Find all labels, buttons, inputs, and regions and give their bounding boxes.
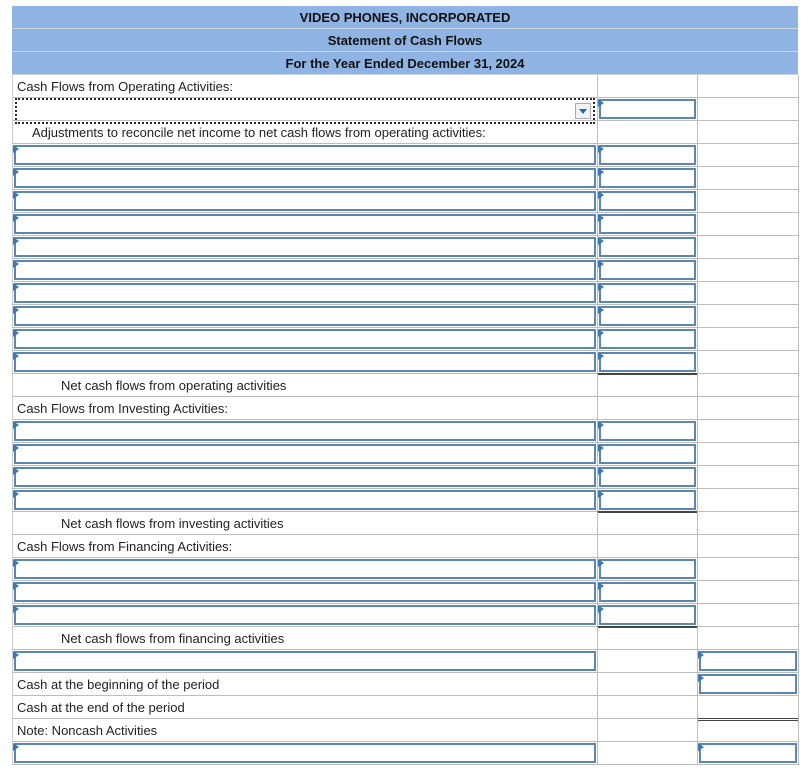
row-marker-icon	[13, 168, 19, 176]
investing-row-amount-input[interactable]	[599, 490, 696, 510]
investing-row-amount-input[interactable]	[599, 444, 696, 464]
net-investing-row-amount-cell	[597, 512, 697, 535]
operating-adjustment-row-amount-input[interactable]	[599, 352, 696, 372]
operating-adjustment-row-description-cell	[12, 167, 597, 190]
operating-adjustment-row-description-cell	[12, 328, 597, 351]
operating-adjustment-row	[12, 305, 798, 328]
operating-adjustment-row	[12, 213, 798, 236]
row-marker-icon	[13, 605, 19, 613]
operating-adjustment-row-description-input[interactable]	[14, 145, 596, 165]
row-marker-icon	[598, 191, 604, 199]
noncash-row-total-input[interactable]	[699, 743, 797, 763]
net-operating-row-amount-cell	[597, 374, 697, 397]
operating-adjustment-row-description-input[interactable]	[14, 306, 596, 326]
operating-adjustment-row-amount-input[interactable]	[599, 283, 696, 303]
financing-row-description-input[interactable]	[14, 605, 596, 625]
operating-adjustment-row-amount-input[interactable]	[599, 306, 696, 326]
row-marker-icon	[698, 651, 704, 659]
financing-row-amount-cell	[597, 581, 697, 604]
financing-row-amount-input[interactable]	[599, 605, 696, 625]
operating-adjustment-row-amount-input[interactable]	[599, 260, 696, 280]
operating-adjustment-row-amount-cell	[597, 328, 697, 351]
net-investing-row-total-cell	[697, 512, 799, 535]
financing-header-row-total-cell	[697, 535, 799, 558]
investing-row-description-cell	[12, 489, 597, 512]
cash-beginning-row-total-cell	[697, 673, 799, 696]
operating-adjustment-row-description-input[interactable]	[14, 191, 596, 211]
operating-adjustment-row-amount-cell	[597, 213, 697, 236]
investing-row-amount-input[interactable]	[599, 467, 696, 487]
investing-row-description-cell	[12, 443, 597, 466]
row-marker-icon	[13, 444, 19, 452]
operating-adjustment-row-description-cell	[12, 351, 597, 374]
operating-adjustment-row-amount-cell	[597, 167, 697, 190]
adjustments-header-row-total-cell	[697, 121, 799, 144]
row-marker-icon	[598, 214, 604, 222]
cash-end-row-label-cell	[12, 696, 597, 719]
adjustments-header-row-amount-cell	[597, 121, 697, 144]
financing-row-description-cell	[12, 581, 597, 604]
financing-header-row-label: Cash Flows from Financing Activities:	[17, 539, 233, 554]
net-change-row-total-input[interactable]	[699, 651, 797, 671]
chevron-down-icon	[579, 109, 587, 114]
row-marker-icon	[13, 306, 19, 314]
row-marker-icon	[598, 467, 604, 475]
financing-row-amount-input[interactable]	[599, 559, 696, 579]
operating-adjustment-row-description-cell	[12, 236, 597, 259]
investing-row-total-cell	[697, 489, 799, 512]
noncash-row	[12, 742, 798, 765]
cash-beginning-row-label-cell	[12, 673, 597, 696]
row-marker-icon	[13, 651, 19, 659]
row-marker-icon	[598, 168, 604, 176]
row-marker-icon	[598, 237, 604, 245]
net-financing-row-label-cell	[12, 627, 597, 650]
operating-header-row-total-cell	[697, 75, 799, 98]
operating-adjustment-row-amount-cell	[597, 282, 697, 305]
net-investing-row-label-cell	[12, 512, 597, 535]
noncash-row-amount-cell	[597, 742, 697, 765]
cash-beginning-row	[12, 673, 798, 696]
financing-row	[12, 558, 798, 581]
net-income-select-cell	[12, 98, 597, 121]
investing-row-total-cell	[697, 443, 799, 466]
operating-adjustment-row-description-cell	[12, 259, 597, 282]
financing-row-amount-cell	[597, 558, 697, 581]
net-change-row-amount-cell	[597, 650, 697, 673]
investing-row-description-input[interactable]	[14, 444, 596, 464]
statement-title: Statement of Cash Flows	[12, 29, 798, 52]
investing-row-amount-cell	[597, 420, 697, 443]
financing-row-description-input[interactable]	[14, 582, 596, 602]
operating-adjustment-row-total-cell	[697, 167, 799, 190]
operating-header-row	[12, 75, 798, 98]
adjustments-header-row-label-cell	[12, 121, 597, 144]
row-marker-icon	[13, 352, 19, 360]
operating-adjustment-row-description-cell	[12, 305, 597, 328]
noncash-note-row	[12, 719, 798, 742]
net-financing-row-label: Net cash flows from financing activities	[61, 631, 285, 646]
financing-header-row-label-cell	[12, 535, 597, 558]
net-income-amount-input[interactable]	[599, 99, 696, 119]
row-marker-icon	[13, 582, 19, 590]
financing-header-row	[12, 535, 798, 558]
net-change-row-description-cell	[12, 650, 597, 673]
operating-adjustment-row-total-cell	[697, 144, 799, 167]
noncash-note-row-total-cell	[697, 719, 799, 742]
operating-adjustment-row-description-input[interactable]	[14, 283, 596, 303]
cash-end-row-label: Cash at the end of the period	[17, 700, 185, 715]
company-name: VIDEO PHONES, INCORPORATED	[12, 6, 798, 29]
row-marker-icon	[13, 283, 19, 291]
operating-adjustment-row-description-input[interactable]	[14, 237, 596, 257]
net-operating-row-label-cell	[12, 374, 597, 397]
cash-end-row-total-cell	[697, 696, 799, 721]
row-marker-icon	[13, 260, 19, 268]
operating-header-row-amount-cell	[597, 75, 697, 98]
operating-adjustment-row-amount-cell	[597, 351, 697, 375]
operating-adjustment-row-amount-input[interactable]	[599, 145, 696, 165]
net-investing-row-label: Net cash flows from investing activities	[61, 516, 284, 531]
financing-row-amount-input[interactable]	[599, 582, 696, 602]
investing-header-row-amount-cell	[597, 397, 697, 420]
row-marker-icon	[13, 559, 19, 567]
operating-adjustment-row-amount-input[interactable]	[599, 214, 696, 234]
net-operating-row-total-cell	[697, 374, 799, 397]
row-marker-icon	[598, 306, 604, 314]
investing-header-row-total-cell	[697, 397, 799, 420]
row-marker-icon	[13, 191, 19, 199]
row-marker-icon	[598, 444, 604, 452]
net-operating-row	[12, 374, 798, 397]
operating-adjustment-row-description-cell	[12, 190, 597, 213]
operating-adjustment-row-total-cell	[697, 282, 799, 305]
operating-adjustment-row	[12, 144, 798, 167]
operating-adjustment-row-description-input[interactable]	[14, 352, 596, 372]
financing-row-total-cell	[697, 604, 799, 627]
net-change-row	[12, 650, 798, 673]
row-marker-icon	[13, 421, 19, 429]
operating-adjustment-row-description-input[interactable]	[14, 168, 596, 188]
operating-adjustment-row-total-cell	[697, 259, 799, 282]
operating-adjustment-row-amount-cell	[597, 305, 697, 328]
investing-row-description-cell	[12, 466, 597, 489]
operating-adjustment-row-total-cell	[697, 236, 799, 259]
operating-adjustment-row-description-cell	[12, 213, 597, 236]
operating-adjustment-row-total-cell	[697, 328, 799, 351]
investing-row-description-input[interactable]	[14, 490, 596, 510]
adjustments-header-row	[12, 121, 798, 144]
operating-header-row-label: Cash Flows from Operating Activities:	[17, 79, 234, 94]
row-marker-icon	[598, 145, 604, 153]
investing-row	[12, 489, 798, 512]
net-income-row	[12, 98, 798, 121]
row-marker-icon	[598, 490, 604, 498]
financing-row-total-cell	[697, 581, 799, 604]
cash-beginning-row-total-input[interactable]	[699, 674, 797, 694]
row-marker-icon	[13, 490, 19, 498]
operating-adjustment-row-total-cell	[697, 305, 799, 328]
row-marker-icon	[598, 283, 604, 291]
net-change-row-total-cell	[697, 650, 799, 673]
noncash-note-row-label: Note: Noncash Activities	[17, 723, 158, 738]
row-marker-icon	[13, 743, 19, 751]
operating-adjustment-row-description-input[interactable]	[14, 260, 596, 280]
row-marker-icon	[698, 743, 704, 751]
investing-row-amount-cell	[597, 466, 697, 489]
noncash-row-total-cell	[697, 742, 799, 765]
row-marker-icon	[13, 329, 19, 337]
row-marker-icon	[598, 605, 604, 613]
operating-adjustment-row-amount-input[interactable]	[599, 191, 696, 211]
operating-adjustment-row	[12, 328, 798, 351]
operating-adjustment-row-description-input[interactable]	[14, 329, 596, 349]
row-marker-icon	[13, 237, 19, 245]
row-marker-icon	[598, 582, 604, 590]
operating-adjustment-row-description-cell	[12, 144, 597, 167]
operating-adjustment-row	[12, 259, 798, 282]
investing-row-total-cell	[697, 420, 799, 443]
row-marker-icon	[598, 559, 604, 567]
noncash-note-row-amount-cell	[597, 719, 697, 742]
noncash-note-row-label-cell	[12, 719, 597, 742]
net-financing-row-amount-cell	[597, 627, 697, 650]
operating-adjustment-row-amount-input[interactable]	[599, 329, 696, 349]
row-marker-icon	[598, 352, 604, 360]
operating-adjustment-row	[12, 167, 798, 190]
operating-adjustment-row-total-cell	[697, 213, 799, 236]
investing-row	[12, 466, 798, 489]
investing-row-description-input[interactable]	[14, 467, 596, 487]
row-marker-icon	[698, 674, 704, 682]
investing-row-amount-cell	[597, 489, 697, 513]
row-marker-icon	[13, 145, 19, 153]
row-marker-icon	[598, 260, 604, 268]
financing-row-total-cell	[697, 558, 799, 581]
operating-header-row-label-cell	[12, 75, 597, 98]
investing-row-amount-input[interactable]	[599, 421, 696, 441]
operating-adjustment-row-amount-cell	[597, 236, 697, 259]
financing-row	[12, 604, 798, 627]
net-financing-row	[12, 627, 798, 650]
operating-adjustment-row	[12, 351, 798, 374]
net-financing-row-total-cell	[697, 627, 799, 650]
row-marker-icon	[13, 214, 19, 222]
cash-end-row	[12, 696, 798, 719]
financing-row-amount-cell	[597, 604, 697, 628]
operating-adjustment-row-amount-cell	[597, 259, 697, 282]
row-marker-icon	[598, 421, 604, 429]
net-change-row-description-input[interactable]	[14, 651, 596, 671]
statement-period: For the Year Ended December 31, 2024	[12, 52, 798, 75]
investing-row	[12, 420, 798, 443]
net-operating-row-label: Net cash flows from operating activities	[61, 378, 287, 393]
investing-row-amount-cell	[597, 443, 697, 466]
investing-row-total-cell	[697, 466, 799, 489]
net-investing-row	[12, 512, 798, 535]
operating-adjustment-row-amount-input[interactable]	[599, 237, 696, 257]
operating-adjustment-row	[12, 282, 798, 305]
financing-row-description-cell	[12, 558, 597, 581]
operating-adjustment-row-description-input[interactable]	[14, 214, 596, 234]
row-marker-icon	[598, 329, 604, 337]
noncash-row-description-input[interactable]	[14, 743, 596, 763]
operating-adjustment-row-amount-input[interactable]	[599, 168, 696, 188]
investing-row	[12, 443, 798, 466]
operating-adjustment-row	[12, 190, 798, 213]
cash-beginning-row-label: Cash at the beginning of the period	[17, 677, 220, 692]
operating-adjustment-row-total-cell	[697, 190, 799, 213]
investing-header-row	[12, 397, 798, 420]
dropdown-button[interactable]	[575, 103, 591, 119]
operating-adjustment-row-amount-cell	[597, 144, 697, 167]
financing-row-description-cell	[12, 604, 597, 627]
row-marker-icon	[13, 467, 19, 475]
net-income-amount-cell	[597, 98, 697, 121]
operating-adjustment-row	[12, 236, 798, 259]
investing-row-description-cell	[12, 420, 597, 443]
investing-header-row-label-cell	[12, 397, 597, 420]
row-marker-icon	[598, 99, 604, 107]
adjustments-header-row-label: Adjustments to reconcile net income to net cash flows from operating activities:	[32, 125, 486, 140]
operating-adjustment-row-description-cell	[12, 282, 597, 305]
cash-end-row-amount-cell	[597, 696, 697, 719]
investing-row-description-input[interactable]	[14, 421, 596, 441]
investing-header-row-label: Cash Flows from Investing Activities:	[17, 401, 228, 416]
financing-header-row-amount-cell	[597, 535, 697, 558]
financing-row	[12, 581, 798, 604]
operating-adjustment-row-amount-cell	[597, 190, 697, 213]
financing-row-description-input[interactable]	[14, 559, 596, 579]
net-income-total-cell	[697, 98, 799, 121]
noncash-row-description-cell	[12, 742, 597, 765]
cash-beginning-row-amount-cell	[597, 673, 697, 696]
operating-adjustment-row-total-cell	[697, 351, 799, 374]
